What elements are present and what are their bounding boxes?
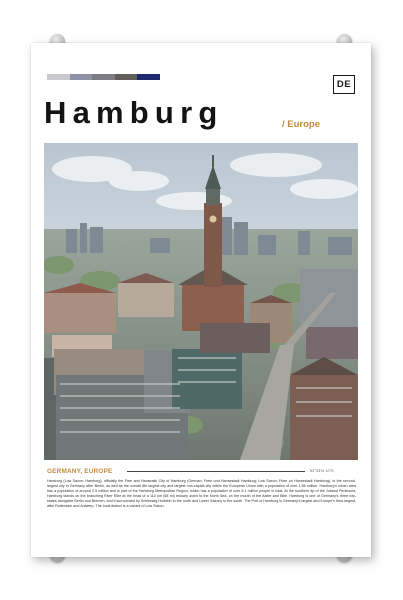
city-poster <box>31 43 371 557</box>
color-palette <box>47 74 160 80</box>
city-description: Hamburg (Low Saxon: Hamborg), officially the Free and Hanseatic City of Hamburg (German: Freie und Hansestadt Hamburg; Low Saxon: Friee un Hansestadt Hamborg), is the second-largest city in Germany after Berlin, as well as the overall 8th largest city and largest non-capital city within the European Union with a population of over 1.85 million. Hamburg's urban area has a population of around 2.5 million and is part of the Hamburg Metropolitan Region, which has a population of over 5.1 million people in total. At the southern tip of the Jutland Peninsula, Hamburg stands on the branching River Elbe at the head of a 110 km (68 mi) estuary down to the North Sea, on the mouth of the Alster and Bille. Hamburg is one of Germany's three city-states alongside Berlin and Bremen, and it surrounded by Schleswig-Holstein to the north and Lower Saxony to the south. The Port of Hamburg is Germany's largest and Europe's third-largest, after Rotterdam and Antwerp. The local dialect is a variant of Low Saxon. <box>47 479 356 509</box>
city-photo <box>44 143 358 460</box>
palette-swatch <box>47 74 70 80</box>
palette-swatch <box>115 74 138 80</box>
location-heading: GERMANY, EUROPE <box>47 468 113 475</box>
divider-line <box>127 471 305 472</box>
region-label: / Europe <box>282 119 321 130</box>
hamburg-skyline-illustration <box>44 143 358 460</box>
country-code-badge: DE <box>333 75 355 94</box>
city-title: Hamburg <box>44 95 224 130</box>
palette-swatch <box>92 74 115 80</box>
palette-swatch <box>70 74 93 80</box>
palette-swatch <box>137 74 160 80</box>
coordinates-label: 53°33′N 10°E <box>310 469 334 473</box>
